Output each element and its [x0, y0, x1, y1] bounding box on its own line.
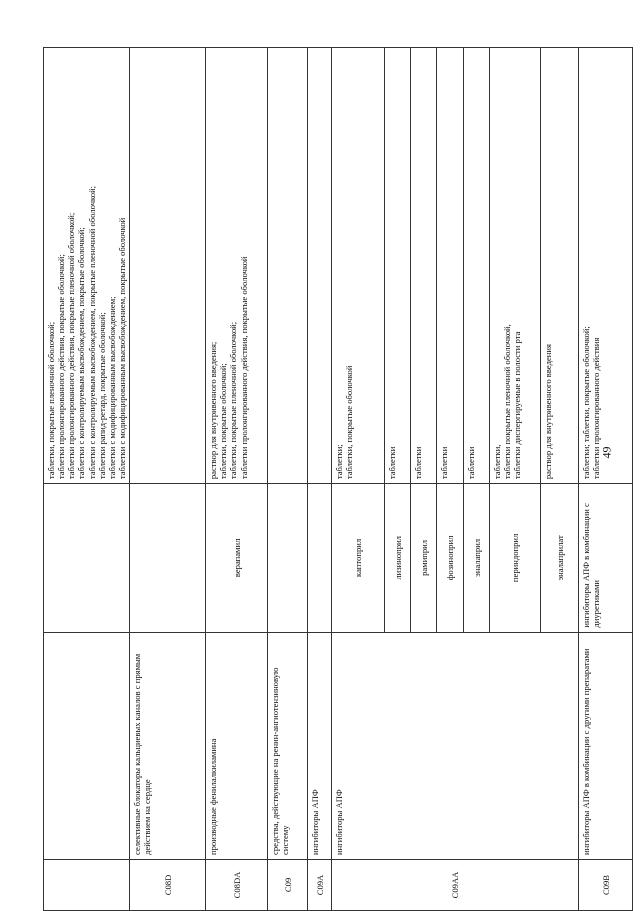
- substance-cell: эналаприл: [464, 484, 490, 632]
- substance-cell: фозиноприл: [437, 484, 464, 632]
- code-cell: C08DA: [206, 859, 268, 910]
- table-row: [44, 48, 130, 911]
- substance-cell: верапамил: [206, 484, 268, 632]
- drug-classification-table: [43, 47, 633, 911]
- code-cell: [44, 859, 130, 910]
- substance-cell: лизиноприл: [385, 484, 411, 632]
- code-cell: C09B: [579, 859, 633, 910]
- page-number: 49: [599, 446, 614, 459]
- form-cell: таблетки: [437, 48, 464, 484]
- form-cell: таблетки: [385, 48, 411, 484]
- code-cell: C09: [268, 859, 308, 910]
- table-row: [308, 48, 332, 911]
- group-cell: ингибиторы АПФ: [332, 632, 579, 859]
- form-cell: раствор для внутривенного введения; таблетки, покрытые оболочкой; таблетки, покрытые пленочной оболочкой; таблетки пролонгированного действия, покрытые оболочкой: [206, 48, 268, 484]
- form-cell: таблетки; таблетки, покрытые оболочкой; таблетки пролонгированного действия: [579, 48, 633, 484]
- substance-cell: рамиприл: [411, 484, 437, 632]
- group-cell: ингибиторы АПФ в комбинации с другими препаратами: [579, 632, 633, 859]
- table-row: [332, 48, 385, 911]
- form-cell: таблетки: [464, 48, 490, 484]
- form-cell: [130, 48, 206, 484]
- code-cell: C09AA: [332, 859, 579, 910]
- form-cell: таблетки, таблетки покрытые пленочной оболочкой, таблетки диспергируемые в полости рта: [490, 48, 541, 484]
- group-cell: производные фенилалкиламина: [206, 632, 268, 859]
- form-cell: [308, 48, 332, 484]
- substance-cell: ингибиторы АПФ в комбинации с диуретиками: [579, 484, 633, 632]
- form-cell: [268, 48, 308, 484]
- code-cell: C09A: [308, 859, 332, 910]
- substance-cell: [44, 484, 130, 632]
- substance-cell: эналаприлат: [541, 484, 579, 632]
- form-cell: таблетки; таблетки, покрытые оболочкой: [332, 48, 385, 484]
- substance-cell: [268, 484, 308, 632]
- form-cell: таблетки: [411, 48, 437, 484]
- group-cell: [44, 632, 130, 859]
- code-cell: C08D: [130, 859, 206, 910]
- substance-cell: каптоприл: [332, 484, 385, 632]
- table-row: [268, 48, 308, 911]
- form-cell: таблетки, покрытые пленочной оболочкой; таблетки пролонгированного действия, покрытые оболочкой; таблетки пролонгированного действия, покрытые пленочной оболочкой; таблетки с контролируемым высвобождением, покрытые оболочкой; таблетки с контролируемым высвобождением, покрытые пленочной оболочкой; таблетки рапид-ретард, покрытые оболочкой; таблетки с модифицированным высвобождением; таблетки с модифицированным высвобождением, покрытые оболочкой: [44, 48, 130, 484]
- substance-cell: периндоприл: [490, 484, 541, 632]
- table-row: [579, 48, 633, 911]
- group-cell: ингибиторы АПФ: [308, 632, 332, 859]
- group-cell: средства, действующие на ренин-ангиотензиновую систему: [268, 632, 308, 859]
- substance-cell: [308, 484, 332, 632]
- group-cell: селективные блокаторы кальциевых каналов с прямым действием на сердце: [130, 632, 206, 859]
- table-row: [130, 48, 206, 911]
- substance-cell: [130, 484, 206, 632]
- table-row: [206, 48, 268, 911]
- form-cell: раствор для внутривенного введения: [541, 48, 579, 484]
